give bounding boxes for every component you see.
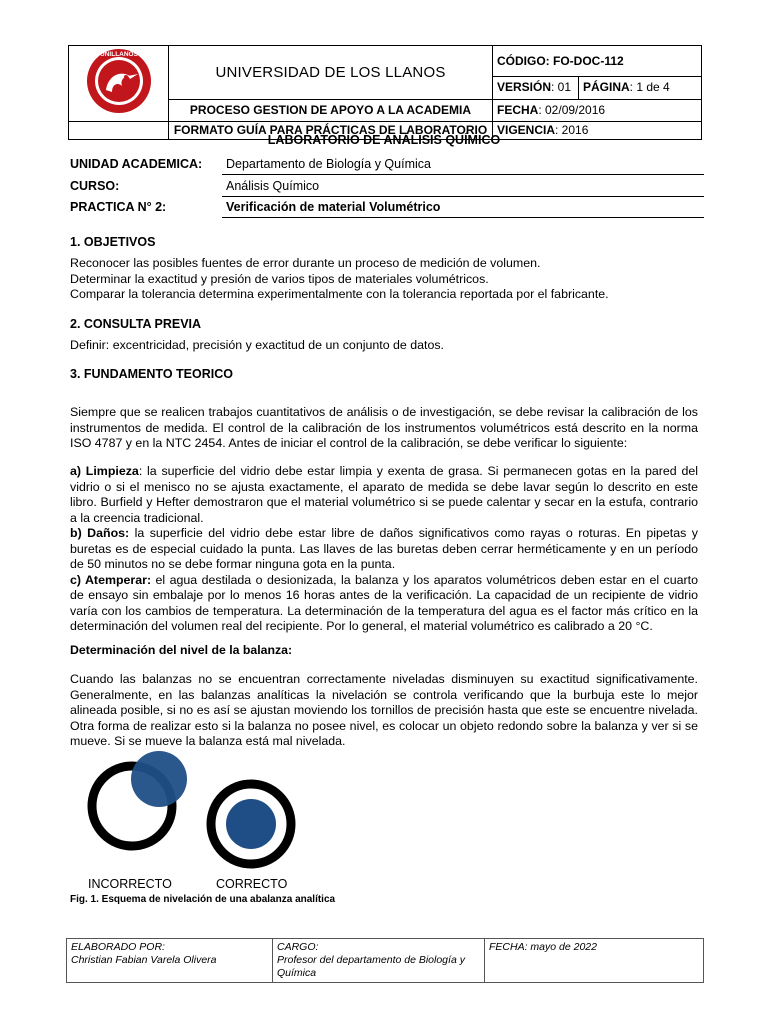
fundamento-intro: Siempre que se realicen trabajos cuantitativos de análisis o de investigación, se debe revisar la calibración de los instrumentos de medida. El control de la calibración de los instrumentos volumétricos está descrito en la norma ISO 4787 y en la NTC 2454. Antes de iniciar el control de la calibración, se debe verificar lo siguiente: xyxy=(70,405,698,450)
underline-practica xyxy=(222,217,704,218)
cargo-value: Profesor del departamento de Biología y Química xyxy=(277,954,465,979)
cargo-label: CARGO: xyxy=(277,941,319,953)
curso-label: CURSO: xyxy=(70,179,120,193)
section-consulta-heading: 2. CONSULTA PREVIA xyxy=(70,317,202,331)
doc-page: PÁGINA: 1 de 4 xyxy=(579,77,702,99)
elaborado-label: ELABORADO POR: xyxy=(71,941,165,953)
objetivo-item: Determinar la exactitud y presión de varios tipos de materiales volumétricos. xyxy=(70,271,489,286)
footer-fecha: FECHA: mayo de 2022 xyxy=(485,939,704,983)
document-footer xyxy=(66,938,704,983)
curso-value: Análisis Químico xyxy=(226,179,320,193)
doc-validity: VIGENCIA: 2016 xyxy=(493,122,702,140)
elaborado-value: Christian Fabian Varela Olivera xyxy=(71,954,217,966)
section-nivel-heading: Determinación del nivel de la balanza: xyxy=(70,643,293,657)
correct-diagram xyxy=(211,784,291,864)
objetivo-item: Reconocer las posibles fuentes de error durante un proceso de medición de volumen. xyxy=(70,256,541,270)
unidad-label: UNIDAD ACADEMICA: xyxy=(70,157,203,171)
consulta-text: Definir: excentricidad, precisión y exactitud de un conjunto de datos. xyxy=(70,338,445,352)
label-correcto: CORRECTO xyxy=(216,877,288,891)
doc-code: CÓDIGO: FO-DOC-112 xyxy=(493,46,702,77)
objetivo-item: Comparar la tolerancia determina experimentalmente con la tolerancia reportada por el fabricante. xyxy=(70,287,609,301)
section-objetivos-heading: 1. OBJETIVOS xyxy=(70,235,156,249)
incorrect-diagram xyxy=(92,751,187,846)
logo-text: UNILLANOS xyxy=(99,51,138,58)
footer-cargo xyxy=(273,939,485,983)
fundamento-items xyxy=(70,464,698,635)
item-limpieza: a) Limpieza: la superficie del vidrio debe estar limpia y exenta de grasa. Si permanecen gotas en la pared del vidrio o si el menisco no se ajusta exactamente, el aparato de medida se debe lavar según lo descrito en este libro. Burfield y Hefter demostraron que el material volumétrico si se puede calentar y secar en la estufa, contrario a la creencia tradicional. xyxy=(70,464,698,525)
document-header xyxy=(68,45,702,140)
danos-label: b) Daños: xyxy=(70,526,130,540)
document-title: LABORATORIO DE ANÁLISIS QUÍMICO xyxy=(267,133,501,147)
footer-elaborado xyxy=(67,939,273,983)
practica-value: Verificación de material Volumétrico xyxy=(226,200,441,214)
item-atemperar: c) Atemperar: el agua destilada o desionizada, la balanza y los aparatos volumétricos deben estar en el cuarto de ensayo sin embalaje por lo menos 16 horas antes de la verificación. La capacidad de un recipiente de vidrio varía con los cambios de temperatura. La determinación de la temperatura del agua es el factor más crítico en la determinación del volumen real del recipiente. Por lo general, el material volumétrico es calibrado a 20 °C. xyxy=(70,572,698,633)
underline-unidad xyxy=(222,174,704,175)
label-incorrecto: INCORRECTO xyxy=(88,877,172,891)
section-fundamento-heading: 3. FUNDAMENTO TEORICO xyxy=(70,367,233,381)
unillanos-logo-icon xyxy=(84,46,154,116)
format-name: FORMATO GUÍA PARA PRÁCTICAS DE LABORATORIO xyxy=(169,122,493,140)
objetivos-list xyxy=(70,256,698,303)
doc-date: FECHA: 02/09/2016 xyxy=(493,99,702,121)
unidad-value: Departamento de Biología y Química xyxy=(226,157,431,171)
figure-caption: Fig. 1. Esquema de nivelación de una abalanza analítica xyxy=(70,894,336,905)
nivel-text: Cuando las balanzas no se encuentran correctamente niveladas disminuyen su exactitud significativamente. Generalmente, en las balanzas analíticas la nivelación se controla verificando que la burbuja este lo mejor alineada posible, si no es así se ajustan moviendo los tornillos de precisión hasta que este se encuentre nivelada. Otra forma de realizar esto si la balanza no posee nivel, es colocar un objeto redondo sobre la balanza y ver si se mueve. Si se mueve la balanza está mal nivelada. xyxy=(70,672,698,748)
university-name: UNIVERSIDAD DE LOS LLANOS xyxy=(169,46,493,100)
process-name: PROCESO GESTION DE APOYO A LA ACADEMIA xyxy=(169,99,493,121)
balance-level-figure xyxy=(80,748,320,896)
limpieza-label: a) Limpieza xyxy=(70,464,139,478)
doc-version: VERSIÓN: 01 xyxy=(493,77,579,99)
practica-label: PRACTICA N° 2: xyxy=(70,200,167,214)
item-danos: b) Daños: la superficie del vidrio debe estar libre de daños significativos como rayas o roturas. En pipetas y buretas es de especial cuidado la punta. Las llaves de las buretas deben cerrar herméticamente y en un período de 50 minutos no se debe formar ninguna gota en la punta. xyxy=(70,526,698,571)
logo-cell xyxy=(69,46,169,122)
atemperar-label: c) Atemperar: xyxy=(70,572,152,587)
underline-curso xyxy=(222,196,704,197)
